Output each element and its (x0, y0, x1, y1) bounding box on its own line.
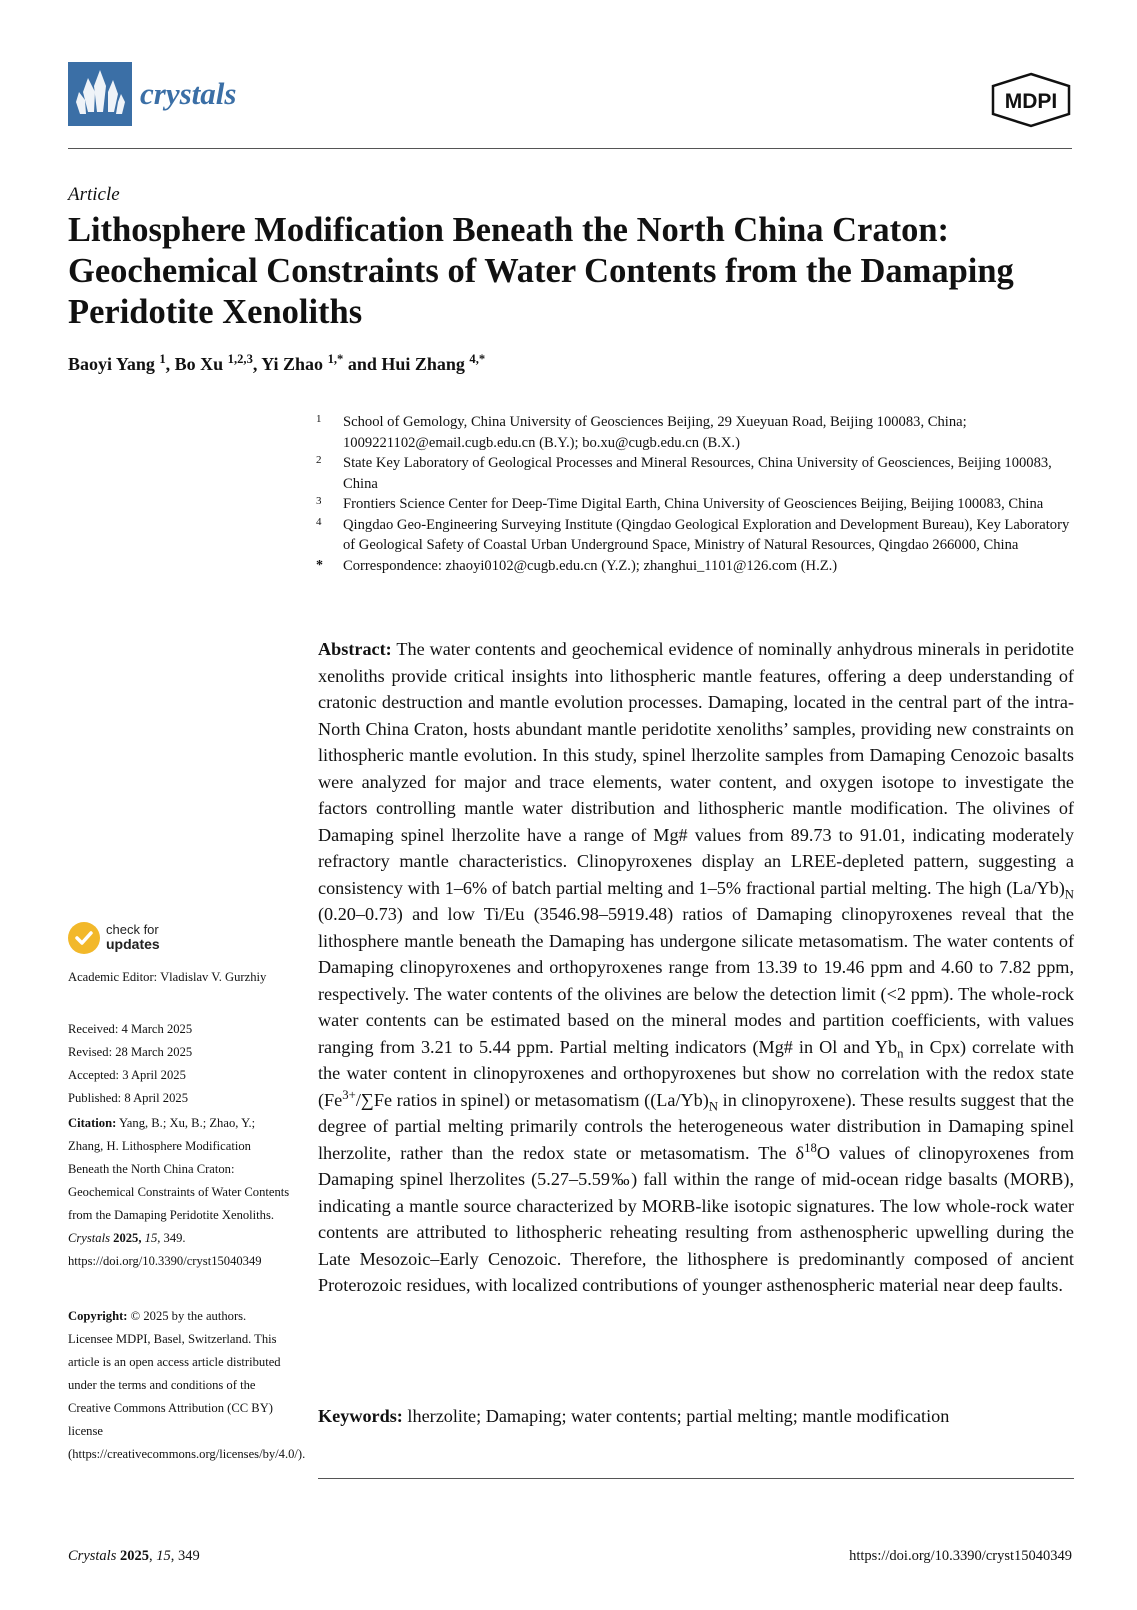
affiliation-list (316, 412, 1076, 576)
abstract-subscript: N (708, 1099, 719, 1114)
abstract-text: The water contents and geochemical evidence of nominally anhydrous minerals in peridotite xenoliths provide critical insights into lithospheric mantle features, offering a deep understanding of cratonic destruction and mantle evolution processes. Damaping, located in the central part of the intra-North China Craton, hosts abundant mantle peridotite xenoliths’ samples, providing new constraints on lithospheric mantle evolution. In this study, spinel lherzolite samples from Damaping Cenozoic basalts were analyzed for major and trace elements, water content, and oxygen isotope to investigate the factors controlling mantle water distribution and lithospheric mantle modification. The olivines of Damaping spinel lherzolite have a range of Mg# values from 89.73 to 91.01, indicating moderately refractory mantle characteristics. Clinopyroxenes display an LREE-depleted pattern, suggesting a consistency with 1–6% of batch partial melting and 1–5% fractional partial melting. The high (La/Yb) (318, 639, 1074, 898)
check-for-updates-line2: updates (106, 936, 160, 952)
author-name[interactable]: Baoyi Yang (68, 354, 155, 374)
citation-text: Yang, B.; Xu, B.; Zhao, Y.; Zhang, H. Lithosphere Modification Beneath the North China Craton: Geochemical Constraints of Water Contents from the Damaping Peridotite Xenoliths. (68, 1116, 290, 1222)
journal-name[interactable]: crystals (140, 76, 237, 111)
correspondence-text[interactable]: Correspondence: zhaoyi0102@cugb.edu.cn (Y.Z.); zhanghui_1101@126.com (H.Z.) (343, 557, 838, 574)
citation-volume: 15 (144, 1231, 158, 1245)
affiliation-text: Qingdao Geo-Engineering Surveying Institute (Qingdao Geological Exploration and Development Bureau), Key Laboratory of Geological Safety of Coastal Urban Underground Space, Ministry of Natural Resources, Qingdao 266000, China (343, 516, 1070, 553)
footer-volume: 15 (156, 1548, 171, 1564)
abstract-superscript: 18 (804, 1140, 817, 1155)
abstract-text: (0.20–0.73) and low Ti/Eu (3546.98–5919.48) ratios of Damaping clinopyroxenes reveal that the lithosphere mantle beneath the Damaping has undergone silicate metasomatism. The water contents of Damaping clinopyroxenes and orthopyroxenes range from 13.39 to 19.46 ppm and 4.60 to 7.82 ppm, respectively. The water contents of the olivines are below the detection limit (<2 ppm). The whole-rock water contents can be estimated based on the mineral modes and partition coefficients, with values ranging from 3.21 to 5.44 ppm. Partial melting indicators (Mg# in Ol and Yb (318, 904, 1074, 1057)
author-affiliation-marker: 1,* (327, 352, 344, 366)
keywords-label: Keywords: (318, 1406, 403, 1426)
affiliation-item (316, 515, 1076, 556)
affiliation-text: School of Gemology, China University of Geosciences Beijing, 29 Xueyuan Road, Beijing 100083, China; 1009221102@email.cugb.edu.cn (B.Y.); bo.xu@cugb.edu.cn (B.X.) (343, 414, 967, 451)
citation-year: 2025, (110, 1231, 145, 1245)
copyright-label: Copyright: (68, 1309, 128, 1323)
footer-journal: Crystals (68, 1548, 117, 1564)
check-for-updates-button[interactable] (68, 920, 228, 960)
affiliation-item (316, 412, 1076, 453)
check-for-updates-line1: check for (106, 922, 159, 937)
published-date: Published: 8 April 2025 (68, 1091, 188, 1105)
abstract-text: in clinopyroxene). These results suggest that the degree of partial melting primarily controls the heterogeneous water distribution in Damaping spinel lherzolite, rather than the redox state or metasomatism. The δ (318, 1089, 1074, 1163)
mdpi-logo-icon (989, 72, 1073, 128)
revised-date: Revised: 28 March 2025 (68, 1045, 193, 1059)
affiliation-text: Frontiers Science Center for Deep-Time Digital Earth, China University of Geosciences Beijing, Beijing 100083, China (343, 496, 1044, 512)
keywords (318, 1406, 1074, 1427)
author-separator: , (252, 354, 262, 374)
journal-logo (68, 62, 132, 126)
author-name[interactable]: Hui Zhang (381, 354, 465, 374)
copyright-text: © 2025 by the authors. Licensee MDPI, Basel, Switzerland. This article is an open access article distributed under the terms and conditions of the Creative Commons Attribution (CC BY) license (https://creativecommons.org/licenses/by/4.0/). (68, 1309, 306, 1461)
header-divider (68, 148, 1072, 149)
author-separator: and (343, 354, 382, 374)
footer-year: 2025 (119, 1548, 149, 1564)
publisher-name: MDPI (1004, 90, 1058, 113)
article-dates (68, 1018, 290, 1110)
affiliation-text: State Key Laboratory of Geological Processes and Mineral Resources, China University of Geosciences, Beijing 100083, China (343, 455, 1052, 492)
citation-label: Citation: (68, 1116, 117, 1130)
author-list (68, 354, 485, 375)
author-name[interactable]: Bo Xu (174, 354, 224, 374)
abstract-label: Abstract: (318, 639, 392, 659)
abstract-text: O values of clinopyroxenes from Damaping spinel lherzolites (5.27–5.59‰) fall within the range of mid-ocean ridge basalts (MORB), indicating a mantle source characterized by MORB-like isotopic signatures. The low whole-rock water contents are attributed to lithospheric reheating resulting from asthenospheric upwelling during the Late Mesozoic–Early Cenozoic. Therefore, the lithosphere is predominantly composed of ancient Proterozoic residues, with localized contributions of younger asthenospheric material near deep faults. (318, 1142, 1075, 1295)
abstract (318, 636, 1074, 1299)
correspondence-item (316, 556, 1076, 577)
abstract-text: in Cpx) correlate with the water content in clinopyroxenes and orthopyroxenes but show no correlation with the redox state (Fe (318, 1036, 1074, 1110)
author-separator: , (165, 354, 175, 374)
author-name[interactable]: Yi Zhao (261, 354, 324, 374)
abstract-superscript: 3+ (342, 1087, 356, 1102)
author-affiliation-marker: 4,* (469, 352, 486, 366)
abstract-subscript: n (897, 1046, 904, 1061)
affiliation-marker: 2 (316, 454, 322, 466)
article-type: Article (68, 184, 120, 205)
affiliation-marker: 4 (316, 515, 322, 528)
abstract-text: /∑Fe ratios in spinel) or metasomatism ((La/Yb) (355, 1089, 709, 1110)
author-affiliation-marker: 1,2,3 (227, 352, 253, 366)
check-for-updates-label (106, 922, 160, 952)
affiliation-marker: 3 (316, 495, 322, 507)
keywords-text: lherzolite; Damaping; water contents; partial melting; mantle modification (402, 1406, 950, 1426)
affiliation-marker: 1 (316, 413, 322, 425)
correspondence-marker: * (316, 557, 323, 573)
affiliation-item (316, 453, 1076, 494)
page-title: Lithosphere Modification Beneath the North China Craton: Geochemical Constraints of Water Contents from the Damaping Peridotite Xenoliths (68, 211, 1014, 331)
affiliation-item (316, 494, 1076, 515)
abstract-divider (318, 1478, 1074, 1479)
academic-editor: Academic Editor: Vladislav V. Gurzhiy (68, 970, 267, 984)
received-date: Received: 4 March 2025 (68, 1022, 193, 1036)
publisher-logo[interactable] (989, 72, 1073, 128)
abstract-subscript: N (1064, 887, 1074, 902)
copyright (68, 1305, 306, 1466)
accepted-date: Accepted: 3 April 2025 (68, 1068, 186, 1082)
author-affiliation-marker: 1 (159, 352, 166, 366)
citation (68, 1112, 290, 1273)
footer-doi[interactable]: https://doi.org/10.3390/cryst15040349 (849, 1548, 1072, 1564)
citation-doi[interactable]: , 349. https://doi.org/10.3390/cryst15040349 (68, 1231, 262, 1268)
crystal-logo-icon (68, 62, 132, 126)
footer-page: 349 (177, 1548, 200, 1564)
check-for-updates-icon (68, 922, 100, 954)
citation-journal: Crystals (68, 1231, 110, 1245)
footer-citation: Crystals 2025, 15, 349 (68, 1548, 200, 1564)
